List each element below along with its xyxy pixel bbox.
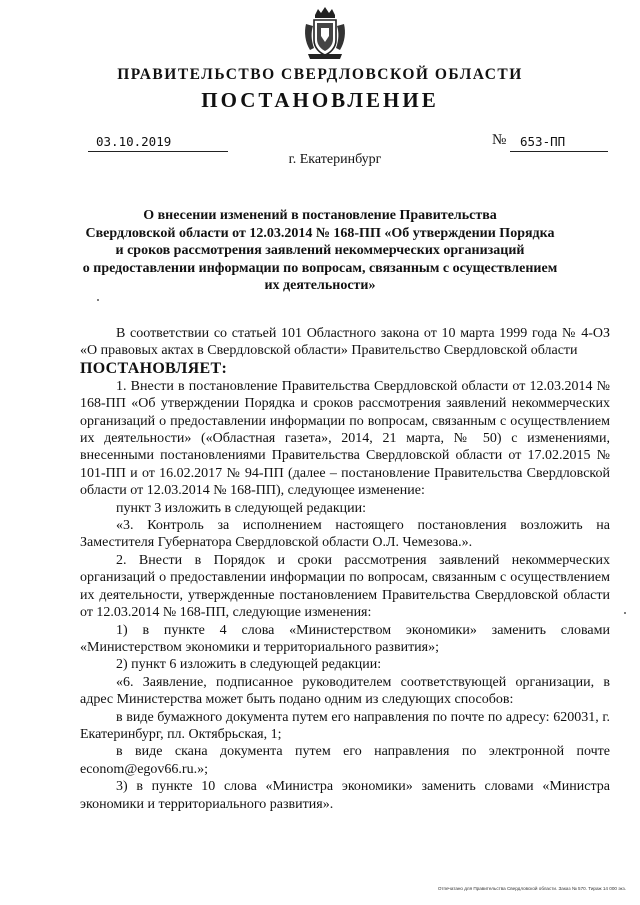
- heading-line: о предоставлении информации по вопросам, связанным с осуществлением: [82, 260, 558, 276]
- body-paragraph: 3) в пункте 10 слова «Министра экономики» заменить словами «Министра экономики и территориального развития».: [80, 779, 610, 812]
- coat-of-arms-icon: [302, 6, 348, 62]
- heading-line: Свердловской области от 12.03.2014 № 168-ПП «Об утверждении Порядка: [85, 225, 555, 241]
- heading-line: О внесении изменений в постановление Правительства: [143, 208, 497, 223]
- body-paragraph: в виде скана документа путем его направления по электронной почте econom@egov66.ru.»;: [80, 744, 610, 777]
- print-footer: Отпечатано для Правительства Свердловской области. Заказ № 570. Тираж 14 000 экз.: [437, 886, 626, 891]
- scan-speck: [624, 612, 626, 614]
- document-heading: [70, 207, 570, 295]
- document-number: 653-ПП: [520, 134, 566, 149]
- body-paragraph: «3. Контроль за исполнением настоящего постановления возложить на Заместителя Губернатора Свердловской области О.Л. Чемезова.».: [80, 518, 610, 551]
- scan-speck: [97, 299, 99, 301]
- document-body: [80, 325, 610, 813]
- body-paragraph: 1) в пункте 4 слова «Министерством экономики» заменить словами «Министерством экономики и территориального развития»;: [80, 622, 610, 655]
- document-type: ПОСТАНОВЛЕНИЕ: [201, 88, 439, 112]
- heading-line: их деятельности»: [264, 278, 376, 293]
- document-date: 03.10.2019: [96, 134, 172, 149]
- body-paragraph: в виде бумажного документа путем его направления по почте по адресу: 620031, г. Екатеринбург, пл. Октябрьская, 1;: [80, 709, 610, 742]
- body-paragraph: пункт 3 изложить в следующей редакции:: [116, 500, 366, 516]
- heading-line: и сроков рассмотрения заявлений некоммерческих организаций: [115, 243, 525, 258]
- number-sign: №: [492, 132, 507, 148]
- body-paragraph: 1. Внести в постановление Правительства Свердловской области от 12.03.2014 № 168-ПП «Об утверждении Порядка и сроков рассмотрения заявлений некоммерческих организаций о предоставлении информации по вопросам, связанным с осуществлением их деятельности» («Областная газета», 2014, 21 марта, № 50) с изменениями, внесенными постановлениями Правительства Свердловской области от 17.02.2015 № 101-ПП и от 16.02.2017 № 94-ПП (далее – постановление Правительства Свердловской области от 12.03.2014 № 168-ПП), следующее изменение:: [80, 378, 610, 499]
- resolve-word: ПОСТАНОВЛЯЕТ:: [80, 359, 228, 377]
- intro-paragraph: В соответствии со статьей 101 Областного закона от 10 марта 1999 года № 4-ОЗ «О правовых актах в Свердловской области» Правительство Свердловской области: [80, 326, 610, 359]
- body-paragraph: 2. Внести в Порядок и сроки рассмотрения заявлений некоммерческих организаций о предоставлении информации по вопросам, связанным с осуществлением их деятельности, утвержденные постановлением Правительства Свердловской области от 12.03.2014 № 168-ПП, следующие изменения:: [80, 552, 610, 621]
- city: г. Екатеринбург: [288, 152, 382, 167]
- body-paragraph: «6. Заявление, подписанное руководителем соответствующей организации, в адрес Министерства может быть подано одним из следующих способов:: [80, 674, 610, 708]
- government-title: ПРАВИТЕЛЬСТВО СВЕРДЛОВСКОЙ ОБЛАСТИ: [117, 66, 523, 83]
- body-paragraph: 2) пункт 6 изложить в следующей редакции:: [116, 657, 382, 673]
